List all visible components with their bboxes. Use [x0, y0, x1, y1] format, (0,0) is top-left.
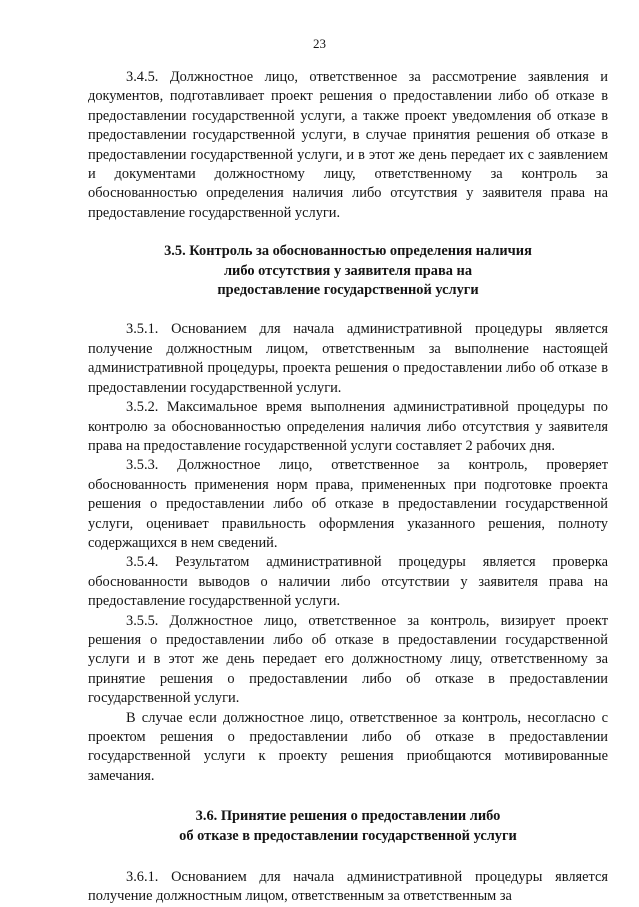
heading-line: об отказе в предоставлении государственной услуги: [179, 827, 517, 844]
paragraph-3-6-1: 3.6.1. Основанием для начала административной процедуры является получение должностным лицом, ответственным за ответственным за: [88, 869, 608, 905]
document-body: [88, 68, 608, 907]
section-heading-3-5: [88, 242, 608, 300]
paragraph-3-5-1: 3.5.1. Основанием для начала административной процедуры является получение должностным лицом, ответственным за выполнение настоящей административной процедуры, проекта решения о предоставлении либо об отказе в предоставлении государственной услуги.: [88, 321, 608, 396]
paragraph-3-5-5-note: В случае если должностное лицо, ответственное за контроль, несогласно с проектом решения о предоставлении либо об отказе в предоставлении государственной услуги к проекту решения приобщаются мотивированные замечания.: [88, 709, 608, 784]
heading-line: предоставление государственной услуги: [217, 282, 479, 299]
paragraph-3-5-4: 3.5.4. Результатом административной процедуры является проверка обоснованности выводов о наличии либо отсутствии у заявителя права на предоставление государственной услуги.: [88, 554, 608, 610]
paragraph-3-5-5: 3.5.5. Должностное лицо, ответственное за контроль, визирует проект решения о предоставлении либо об отказе в предоставлении государственной услуги и в этот же день передает его должностному лицу, ответственному за принятие решения о предоставлении либо об отказе в предоставлении государственной услуги.: [88, 612, 608, 707]
paragraph-3-5-3: 3.5.3. Должностное лицо, ответственное за контроль, проверяет обоснованность применения норм права, примененных при подготовке проекта решения о предоставлении либо об отказе в предоставлении государственной услуги, оценивает правильность оформления указанного решения, полноту содержащихся в нем сведений.: [88, 457, 608, 551]
page-number: 23: [313, 36, 326, 51]
section-heading-3-6: [88, 807, 608, 846]
paragraph-3-4-5: 3.4.5. Должностное лицо, ответственное за рассмотрение заявления и документов, подготавливает проект решения о предоставлении либо об отказе в предоставлении государственной услуги, а также проект уведомления об отказе в предоставлении государственной услуги, в случае принятия решения об отказе в предоставлении государственной услуги, и в этот же день передает их с заявлением и документами должностному лицу, ответственному за контроль за обоснованностью определения наличия либо отсутствия у заявителя права на предоставление государственной услуги.: [88, 69, 608, 221]
paragraph-3-5-2: 3.5.2. Максимальное время выполнения административной процедуры по контролю за обоснованностью определения наличия либо отсутствия у заявителя права на предоставление государственной услуги составляет 2 рабочих дня.: [88, 399, 608, 454]
heading-line: 3.5. Контроль за обоснованностью определения наличия: [164, 243, 532, 260]
heading-line: 3.6. Принятие решения о предоставлении либо: [195, 808, 501, 825]
heading-line: либо отсутствия у заявителя права на: [223, 262, 473, 279]
